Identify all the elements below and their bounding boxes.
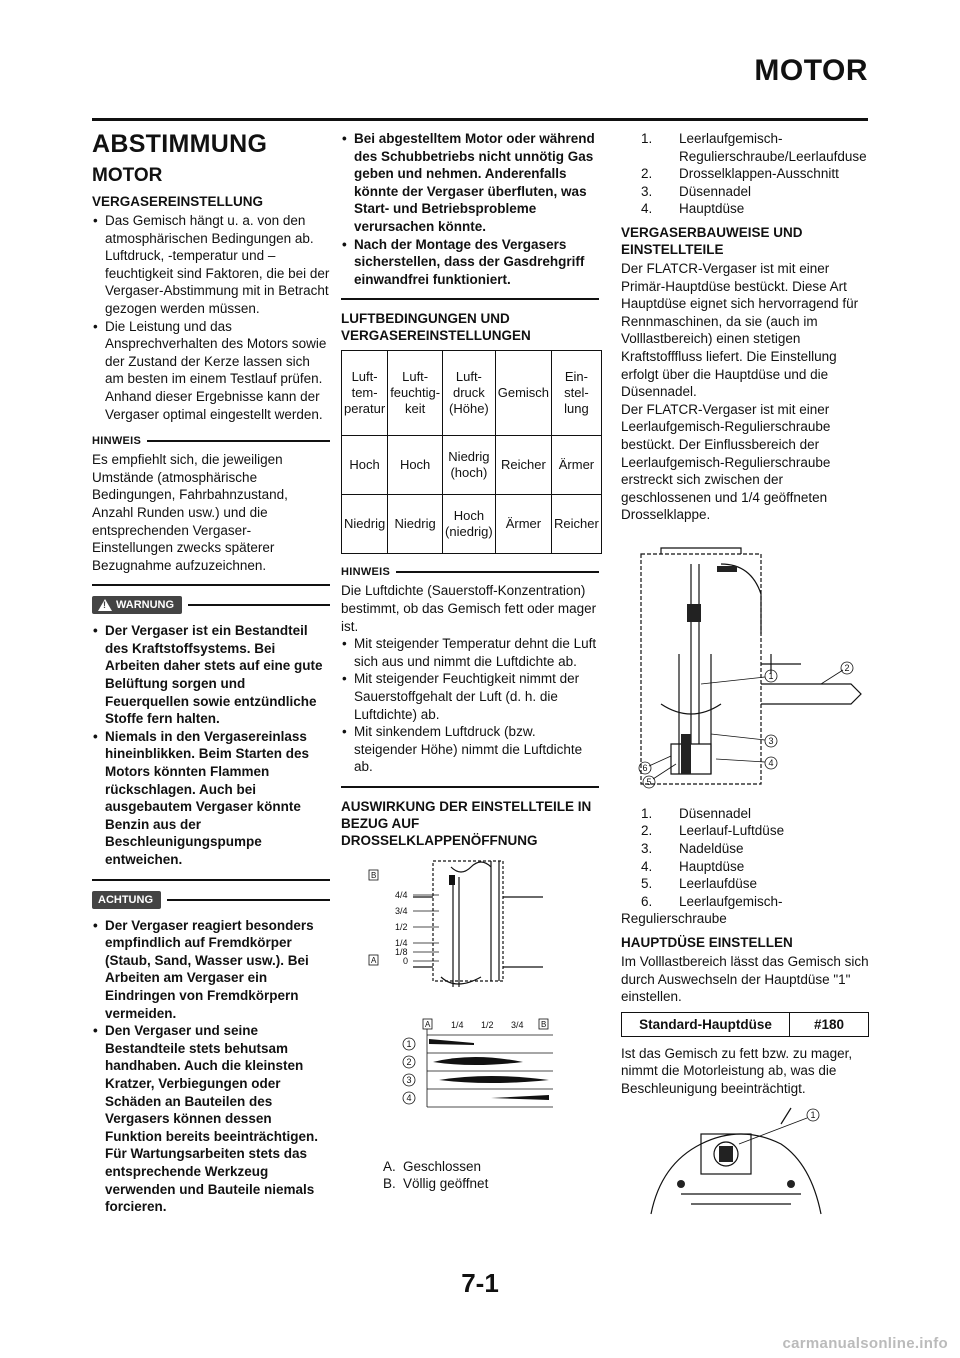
table-header-cell: Luft-druck (Höhe) — [443, 351, 496, 436]
spec-table — [621, 1012, 869, 1037]
list-item: 1. Düsennadel — [641, 805, 752, 821]
warning-badge — [92, 596, 182, 614]
separator — [92, 584, 330, 586]
warning-bullets — [92, 622, 330, 868]
mid-legend — [621, 805, 869, 928]
row-callout: 4 — [406, 1092, 412, 1103]
list-item: • Nach der Montage des Vergasers sicherstellen, dass der Gasdrehgriff einwandfrei funktioniert. — [341, 236, 599, 289]
table-row — [342, 436, 602, 495]
note-rule — [147, 440, 330, 442]
list-item: A. Geschlossen — [383, 1158, 482, 1174]
callout-6: 6 — [642, 762, 648, 773]
scale-label: 3/4 — [395, 905, 408, 916]
caution-rule — [167, 899, 330, 901]
scale-label: 1/8 — [395, 946, 408, 957]
note-label: HINWEIS — [92, 435, 142, 448]
scale-label: 0 — [403, 955, 409, 966]
callout-5: 5 — [646, 776, 652, 787]
callout-2: 2 — [844, 662, 850, 673]
list-item: 4. Hauptdüse — [641, 858, 745, 874]
column-2 — [341, 130, 599, 1193]
list-item: 3. Nadeldüse — [641, 841, 744, 857]
list-item: 2. Leerlauf-Luftdüse — [641, 823, 785, 839]
label-a: A — [371, 955, 377, 965]
axis-label-a: A — [425, 1019, 431, 1029]
row-callout: 3 — [406, 1074, 412, 1085]
main-jet-figure — [621, 1104, 869, 1224]
separator — [341, 298, 599, 300]
heading-vergasereinstellung: VERGASEREINSTELLUNG — [92, 194, 264, 209]
axis-label: 1/4 — [451, 1019, 464, 1030]
separator — [92, 879, 330, 881]
label-b: B — [371, 870, 377, 880]
page-number: 7-1 — [461, 1268, 499, 1298]
list-item: 4. Hauptdüse — [641, 201, 745, 217]
paragraph: Der FLATCR-Vergaser ist mit einer Primär-Hauptdüse bestückt. Diese Art Hauptdüse eignet sich hervorragend für Rennmaschinen, da sie (auch im Volllastbereich) einen stetigen Kraftstofffluss liefert. Die Einstellung erfolgt über die Hauptdüse und die Düsennadel. — [621, 260, 859, 400]
paragraph: Im Volllastbereich lässt das Gemisch sich durch Auswechseln der Hauptdüse "1" einstellen. — [621, 954, 869, 1005]
table-cell: Ärmer — [495, 495, 551, 554]
row-callout: 1 — [406, 1038, 412, 1049]
note-header — [341, 566, 599, 578]
note-text: Es empfiehlt sich, die jeweiligen Umstände (atmosphärische Bedingungen, Fahrbahnzustand, Anzahl Runden usw.) und die entsprechenden Vergaser-Einstellungen zwecks späterer Bezugnahme aufzuzeichnen. — [92, 452, 288, 573]
throttle-opening-diagram — [341, 857, 599, 1147]
header-rule — [92, 118, 868, 121]
note-bullets — [341, 635, 599, 776]
table-header-cell: Ein-stel-lung — [552, 351, 602, 436]
table-cell: Niedrig — [342, 495, 388, 554]
paragraph: Ist das Gemisch zu fett bzw. zu mager, nimmt die Motorleistung ab, was die Beschleunigung beeinträchtigt. — [621, 1045, 853, 1096]
table-header-cell: Gemisch — [495, 351, 551, 436]
callout-1: 1 — [768, 670, 774, 681]
table-cell: Reicher — [552, 495, 602, 554]
axis-label-b: B — [541, 1019, 547, 1029]
heading-auswirkung: AUSWIRKUNG DER EINSTELLTEILE IN BEZUG AUF DROSSELKLAPPENÖFFNUNG — [341, 798, 592, 848]
list-item: 1. Leerlaufgemisch-Regulierschraube/Leerlaufduse — [641, 131, 867, 164]
table-cell: Niedrig (hoch) — [443, 436, 496, 495]
warning-header — [92, 596, 330, 614]
callout-1: 1 — [810, 1109, 816, 1120]
list-item: • Den Vergaser und seine Bestandteile stets behutsam handhaben. Auch die kleinsten Kratzer, Verbiegungen oder Schäden an Bauteilen des Vergasers können dessen Funktion bereits beeinträchtigen. Für Wartungsarbeiten stets das entsprechende Werkzeug verwenden und Bauteile niemals forcieren. — [92, 1022, 330, 1216]
column-3 — [621, 130, 869, 1235]
list-item: 2. Drosselklappen-Ausschnitt — [641, 166, 839, 182]
list-item: • Niemals in den Vergasereinlass hineinblikken. Beim Starten des Motors könnten Flammen rückschlagen. Auch bei ausgebautem Vergaser könnte Benzin aus der Beschleunigungspumpe entweichen. — [92, 728, 330, 869]
list-item: • Der Vergaser ist ein Bestandteil des Kraftstoffsystems. Bei Arbeiten daher stets auf eine gute Belüftung sorgen und Feuerquellen sowie entzündliche Stoffe fern halten. — [92, 622, 330, 728]
subsection-title: MOTOR — [92, 165, 163, 186]
table-cell: Hoch — [388, 436, 443, 495]
list-item: 3. Düsennadel — [641, 183, 752, 199]
note-text: Die Luftdichte (Sauerstoff-Konzentration) bestimmt, ob das Gemisch fett oder mager ist. — [341, 583, 597, 634]
warning-rule — [188, 604, 330, 606]
row-callout: 2 — [406, 1056, 412, 1067]
paragraph: Der FLATCR-Vergaser ist mit einer Leerlaufgemisch-Regulierschraube bestückt. Der Einflussbereich der Leerlaufgemisch-Regulierschraube erstreckt sich zwischen der geschlossenen und 1/4 geöffneten Drosselklappe. — [621, 401, 831, 523]
callout-3: 3 — [768, 735, 774, 746]
table-cell: Hoch (niedrig) — [443, 495, 496, 554]
scale-label: 4/4 — [395, 889, 408, 900]
conditions-table — [341, 350, 602, 554]
list-item: 5. Leerlaufdüse — [641, 876, 758, 892]
note-rule — [396, 571, 599, 573]
heading-vergaserbauweise: VERGASERBAUWEISE UND EINSTELLTEILE — [621, 224, 803, 257]
scale-label: 1/4 — [395, 937, 408, 948]
scale-label: 1/2 — [395, 921, 408, 932]
table-header-row — [342, 351, 602, 436]
warning-icon: ! — [98, 599, 112, 611]
table-row — [622, 1012, 869, 1036]
table-row — [342, 495, 602, 554]
callout-4: 4 — [768, 757, 774, 768]
axis-label: 1/2 — [481, 1019, 494, 1030]
list-item: • Bei abgestelltem Motor oder während des Schubbetriebs nicht unnötig Gas geben und nehmen. Anderenfalls könnte der Vergaser überfluten, was Start- und Betriebsprobleme verursachen könnte. — [341, 130, 599, 236]
heading-hauptduese: HAUPTDÜSE EINSTELLEN — [621, 935, 793, 951]
footer-url: carmanualsonline.info — [782, 1335, 948, 1352]
list-item: 6. Leerlaufgemisch-Regulierschraube — [621, 893, 783, 927]
caution-bullets-continued — [341, 130, 599, 288]
list-item: B. Völlig geöffnet — [383, 1176, 489, 1192]
list-item: • Die Leistung und das Ansprechverhalten des Motors sowie der Zustand der Kerze lassen sich am besten im einem Testlauf prüfen. Anhand dieser Ergebnisse kann der Vergaser optimal eingestellt werden. — [92, 318, 330, 424]
spec-value: #180 — [790, 1012, 869, 1036]
column-1 — [92, 130, 330, 1216]
axis-label: 3/4 — [511, 1019, 524, 1030]
table-cell: Ärmer — [552, 436, 602, 495]
separator — [341, 786, 599, 788]
caution-badge — [92, 891, 161, 909]
caution-bullets — [92, 917, 330, 1216]
list-item: • Mit sinkendem Luftdruck (bzw. steigender Höhe) nimmt die Luftdichte ab. — [341, 723, 599, 776]
carburetor-cutaway-figure — [621, 544, 869, 794]
table-cell: Niedrig — [388, 495, 443, 554]
caution-label: ACHTUNG — [98, 893, 153, 906]
note-header — [92, 435, 330, 447]
list-item: • Das Gemisch hängt u. a. von den atmosphärischen Bedingungen ab. Luftdruck, -temperatur und –feuchtigkeit sind Faktoren, die bei der Vergaser-Abstimmung mit in Betracht gezogen werden müssen. — [92, 212, 330, 318]
top-legend — [621, 130, 869, 218]
note-label: HINWEIS — [341, 566, 391, 579]
caution-header — [92, 891, 330, 909]
section-title: ABSTIMMUNG — [92, 130, 268, 158]
spec-label: Standard-Hauptdüse — [622, 1012, 790, 1036]
table-header-cell: Luft-tem-peratur — [342, 351, 388, 436]
intro-bullets — [92, 212, 330, 423]
heading-luftbedingungen: LUFTBEDINGUNGEN UND VERGASEREINSTELLUNGEN — [341, 311, 531, 344]
figure-legend — [341, 1158, 599, 1193]
page-header-title: MOTOR — [754, 54, 868, 87]
list-item: • Der Vergaser reagiert besonders empfindlich auf Fremdkörper (Staub, Sand, Wasser usw.). Bei Arbeiten am Vergaser ein Eindringen von Fremdkörpern vermeiden. — [92, 917, 330, 1023]
table-header-cell: Luft-feuchtig-keit — [388, 351, 443, 436]
list-item: • Mit steigender Feuchtigkeit nimmt der Sauerstoffgehalt der Luft (d. h. die Luftdichte) ab. — [341, 670, 599, 723]
table-cell: Hoch — [342, 436, 388, 495]
warning-label: WARNUNG — [116, 599, 175, 612]
table-cell: Reicher — [495, 436, 551, 495]
list-item: • Mit steigender Temperatur dehnt die Luft sich aus und nimmt die Luftdichte ab. — [341, 635, 599, 670]
